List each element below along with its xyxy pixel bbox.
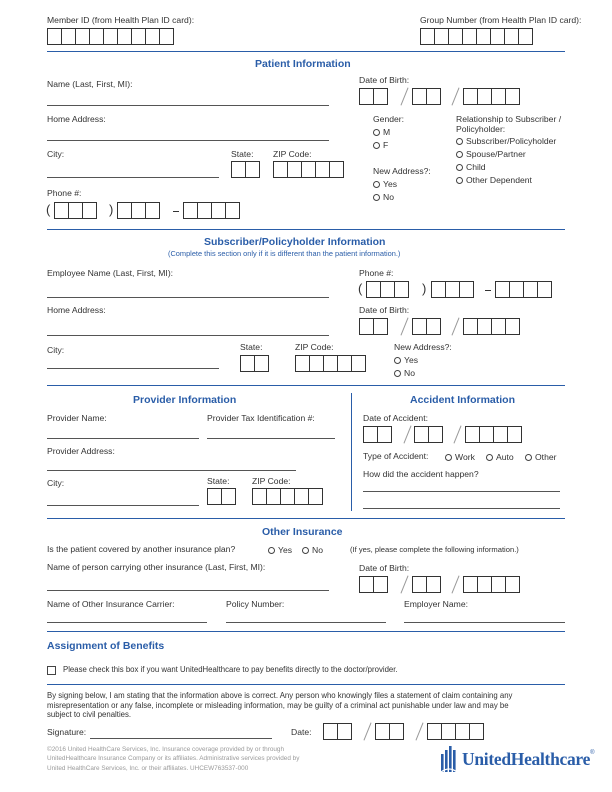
digit-box[interactable] — [459, 281, 474, 298]
accident-how-label: How did the accident happen? — [363, 469, 479, 479]
other-insurance-carrier-label: Name of Other Insurance Carrier: — [47, 599, 175, 609]
digit-box[interactable] — [441, 723, 456, 740]
phone-close-paren: ) — [422, 281, 427, 296]
provider-tax-id-field[interactable] — [207, 438, 335, 439]
patient-dob-year[interactable] — [463, 88, 519, 105]
digit-box[interactable] — [131, 202, 146, 219]
digit-box[interactable] — [509, 281, 524, 298]
assignment-section-title: Assignment of Benefits — [47, 640, 165, 652]
signature-field[interactable] — [90, 738, 272, 739]
digit-box[interactable] — [337, 723, 352, 740]
digit-box[interactable] — [375, 723, 390, 740]
footer-line: ©2016 United HealthCare Services, Inc. Insurance coverage provided by or through — [47, 746, 285, 753]
date-separator — [403, 426, 411, 444]
digit-box[interactable] — [431, 281, 446, 298]
accident-type-label: Type of Accident: — [363, 451, 429, 461]
provider-name-field[interactable] — [47, 438, 199, 439]
digit-box[interactable] — [68, 202, 83, 219]
digit-box[interactable] — [47, 28, 62, 45]
phone-close-paren: ) — [109, 202, 114, 217]
digit-box[interactable] — [518, 28, 533, 45]
accident-date-month[interactable] — [363, 426, 391, 443]
digit-box[interactable] — [131, 28, 146, 45]
other-insurance-person-field[interactable] — [47, 590, 329, 591]
subscriber-phone-label: Phone #: — [359, 268, 394, 278]
provider-zip-field[interactable] — [252, 488, 322, 505]
digit-box[interactable] — [359, 318, 374, 335]
unitedhealthcare-logo — [440, 744, 594, 774]
subscriber-phone-line[interactable] — [495, 281, 551, 298]
digit-box[interactable] — [477, 88, 492, 105]
digit-box[interactable] — [412, 318, 427, 335]
date-separator — [400, 318, 408, 336]
assignment-divider — [47, 684, 565, 685]
digit-box[interactable] — [252, 488, 267, 505]
digit-box[interactable] — [225, 202, 240, 219]
signature-statement-line: misrepresentation or any false, incomplete or misleading information, may be guilty of a criminal act punishable under law and may be — [47, 700, 509, 710]
provider-address-field[interactable] — [47, 470, 296, 471]
other-insurance-dob-label: Date of Birth: — [359, 563, 410, 573]
digit-box[interactable] — [254, 355, 269, 372]
date-separator — [415, 723, 423, 741]
subscriber-new-address-yes-radio[interactable]: Yes — [394, 355, 418, 365]
subscriber-phone-area-code[interactable] — [366, 281, 408, 298]
column-divider — [351, 393, 352, 511]
patient-home-address-label: Home Address: — [47, 114, 106, 124]
patient-phone-line[interactable] — [183, 202, 239, 219]
other-insurance-no-radio[interactable]: No — [302, 545, 323, 555]
date-separator — [453, 426, 461, 444]
date-separator — [451, 318, 459, 336]
digit-box[interactable] — [183, 202, 198, 219]
patient-city-label: City: — [47, 149, 65, 159]
digit-box[interactable] — [394, 281, 409, 298]
digit-box[interactable] — [273, 161, 288, 178]
other-insurance-note: (If yes, please complete the following information.) — [350, 545, 519, 554]
digit-box[interactable] — [359, 576, 374, 593]
patient-gender-label: Gender: — [373, 114, 405, 124]
radio-circle-icon — [525, 454, 532, 461]
assignment-checkbox[interactable] — [47, 666, 56, 675]
digit-box[interactable] — [323, 355, 338, 372]
group-number-label: Group Number (from Health Plan ID card): — [420, 15, 582, 25]
digit-box[interactable] — [491, 318, 506, 335]
digit-box[interactable] — [412, 576, 427, 593]
provider-section-title: Provider Information — [133, 394, 237, 406]
subscriber-home-address-label: Home Address: — [47, 305, 106, 315]
accident-date-label: Date of Accident: — [363, 413, 428, 423]
digit-box[interactable] — [351, 355, 366, 372]
digit-box[interactable] — [337, 355, 352, 372]
digit-box[interactable] — [323, 723, 338, 740]
other-insurance-employer-field[interactable] — [404, 622, 565, 623]
digit-box[interactable] — [428, 426, 443, 443]
digit-box[interactable] — [280, 488, 295, 505]
digit-box[interactable] — [462, 28, 477, 45]
radio-circle-icon — [373, 194, 380, 201]
digit-box[interactable] — [420, 28, 435, 45]
radio-circle-icon — [456, 138, 463, 145]
other-insurance-policy-field[interactable] — [226, 622, 386, 623]
digit-box[interactable] — [505, 318, 520, 335]
digit-box[interactable] — [505, 576, 520, 593]
patient-zip-label: ZIP Code: — [273, 149, 312, 159]
digit-box[interactable] — [75, 28, 90, 45]
other-insurance-yes-radio[interactable]: Yes — [268, 545, 292, 555]
digit-box[interactable] — [308, 488, 323, 505]
digit-box[interactable] — [266, 488, 281, 505]
group-number-field[interactable] — [420, 28, 532, 45]
digit-box[interactable] — [477, 576, 492, 593]
patient-name-field[interactable] — [47, 105, 329, 106]
digit-box[interactable] — [373, 576, 388, 593]
patient-phone-label: Phone #: — [47, 188, 82, 198]
digit-box[interactable] — [427, 723, 442, 740]
digit-box[interactable] — [477, 318, 492, 335]
radio-circle-icon — [268, 547, 275, 554]
digit-box[interactable] — [463, 88, 478, 105]
subscriber-dob-month[interactable] — [359, 318, 387, 335]
radio-circle-icon — [445, 454, 452, 461]
signature-statement-line: By signing below, I am stating that the information above is correct. Any person who knowingly files a statement of claim containing any — [47, 691, 513, 700]
patient-home-address-field[interactable] — [47, 140, 329, 141]
digit-box[interactable] — [54, 202, 69, 219]
subscriber-city-field[interactable] — [47, 368, 219, 369]
logo-text: UnitedHealthcare — [462, 748, 591, 769]
other-insurance-divider — [47, 631, 565, 632]
footer-legal — [47, 745, 299, 773]
accident-how-line-1[interactable] — [363, 491, 560, 492]
patient-state-field[interactable] — [231, 161, 259, 178]
other-insurance-dob-month[interactable] — [359, 576, 387, 593]
digit-box[interactable] — [103, 28, 118, 45]
patient-new-address-yes-radio[interactable]: Yes — [373, 179, 397, 189]
accident-section-title: Accident Information — [410, 394, 516, 406]
subscriber-home-address-field[interactable] — [47, 335, 329, 336]
radio-circle-icon — [456, 177, 463, 184]
other-insurance-dob-year[interactable] — [463, 576, 519, 593]
digit-box[interactable] — [295, 355, 310, 372]
employee-name-label: Employee Name (Last, First, MI): — [47, 268, 174, 278]
patient-dob-label: Date of Birth: — [359, 75, 410, 85]
patient-phone-area-code[interactable] — [54, 202, 96, 219]
digit-box[interactable] — [448, 28, 463, 45]
digit-box[interactable] — [117, 202, 132, 219]
subscriber-zip-label: ZIP Code: — [295, 342, 334, 352]
digit-box[interactable] — [523, 281, 538, 298]
radio-circle-icon — [302, 547, 309, 554]
other-insurance-person-label: Name of person carrying other insurance (Last, First, MI): — [47, 562, 266, 572]
digit-box[interactable] — [309, 355, 324, 372]
subscriber-state-label: State: — [240, 342, 263, 352]
patient-new-address-no-radio[interactable]: No — [373, 192, 394, 202]
provider-state-label: State: — [207, 476, 230, 486]
accident-how-line-2[interactable] — [363, 508, 560, 509]
other-insurance-question: Is the patient covered by another insurance plan? — [47, 544, 236, 554]
relationship-label-line1: Relationship to Subscriber / — [456, 114, 562, 124]
provider-address-label: Provider Address: — [47, 446, 115, 456]
subscriber-dob-year[interactable] — [463, 318, 519, 335]
gender-female-radio[interactable]: F — [373, 140, 388, 150]
digit-box[interactable] — [145, 28, 160, 45]
subscriber-zip-field[interactable] — [295, 355, 365, 372]
digit-box[interactable] — [389, 723, 404, 740]
subscriber-divider — [47, 385, 565, 386]
date-separator — [451, 88, 459, 106]
digit-box[interactable] — [373, 88, 388, 105]
digit-box[interactable] — [434, 28, 449, 45]
radio-circle-icon — [394, 357, 401, 364]
subscriber-phone-prefix[interactable] — [431, 281, 473, 298]
footer-line: UnitedHealthcare Insurance Company or its affiliates. Administrative services provided by — [47, 755, 300, 763]
provider-zip-label: ZIP Code: — [252, 476, 291, 486]
digit-box[interactable] — [231, 161, 246, 178]
radio-circle-icon — [456, 164, 463, 171]
digit-box[interactable] — [240, 355, 255, 372]
digit-box[interactable] — [491, 576, 506, 593]
patient-city-field[interactable] — [47, 177, 219, 178]
accident-date-day[interactable] — [414, 426, 442, 443]
subscriber-state-field[interactable] — [240, 355, 268, 372]
phone-dash — [485, 290, 491, 291]
digit-box[interactable] — [414, 426, 429, 443]
digit-box[interactable] — [505, 88, 520, 105]
provider-divider — [47, 518, 565, 519]
digit-box[interactable] — [507, 426, 522, 443]
other-insurance-section-title: Other Insurance — [262, 526, 343, 538]
digit-box[interactable] — [211, 202, 226, 219]
relationship-subscriber-radio[interactable]: Subscriber/Policyholder — [456, 136, 556, 146]
registered-mark: ® — [590, 750, 595, 756]
digit-box[interactable] — [117, 28, 132, 45]
digit-box[interactable] — [455, 723, 470, 740]
digit-box[interactable] — [476, 28, 491, 45]
patient-name-label: Name (Last, First, MI): — [47, 79, 133, 89]
radio-circle-icon — [373, 129, 380, 136]
digit-box[interactable] — [463, 576, 478, 593]
member-id-field[interactable] — [47, 28, 173, 45]
radio-circle-icon — [373, 181, 380, 188]
digit-box[interactable] — [445, 281, 460, 298]
provider-city-field[interactable] — [47, 505, 199, 506]
digit-box[interactable] — [315, 161, 330, 178]
other-insurance-policy-label: Policy Number: — [226, 599, 285, 609]
patient-section-title: Patient Information — [255, 58, 351, 70]
subscriber-section-subtitle: (Complete this section only if it is different than the patient information.) — [168, 249, 401, 258]
subscriber-dob-label: Date of Birth: — [359, 305, 410, 315]
digit-box[interactable] — [504, 28, 519, 45]
provider-tax-id-label: Provider Tax Identification #: — [207, 413, 315, 423]
relationship-child-radio[interactable]: Child — [456, 162, 486, 172]
signature-date-month[interactable] — [323, 723, 351, 740]
digit-box[interactable] — [301, 161, 316, 178]
footer-line: United HealthCare Services, Inc. or their affiliates. UHCEW763537-000 — [47, 764, 249, 772]
accident-type-work-radio[interactable]: Work — [445, 452, 475, 462]
digit-box[interactable] — [245, 161, 260, 178]
relationship-label-line2: Policyholder: — [456, 124, 506, 134]
other-insurance-dob-day[interactable] — [412, 576, 440, 593]
phone-open-paren: ( — [46, 202, 51, 217]
patient-state-label: State: — [231, 149, 254, 159]
accident-type-auto-radio[interactable]: Auto — [486, 452, 514, 462]
date-separator — [400, 576, 408, 594]
patient-zip-field[interactable] — [273, 161, 343, 178]
gender-male-radio[interactable]: M — [373, 127, 390, 137]
subscriber-city-label: City: — [47, 345, 65, 355]
digit-box[interactable] — [491, 88, 506, 105]
assignment-checkbox-label: Please check this box if you want UnitedHealthcare to pay benefits directly to the doctor/provider. — [63, 665, 398, 674]
provider-state-field[interactable] — [207, 488, 235, 505]
subscriber-new-address-label: New Address?: — [394, 342, 452, 352]
accident-date-year[interactable] — [465, 426, 521, 443]
digit-box[interactable] — [479, 426, 494, 443]
digit-box[interactable] — [221, 488, 236, 505]
digit-box[interactable] — [412, 88, 427, 105]
digit-box[interactable] — [495, 281, 510, 298]
digit-box[interactable] — [373, 318, 388, 335]
accident-type-other-radio[interactable]: Other — [525, 452, 557, 462]
header-divider — [47, 51, 565, 52]
patient-divider — [47, 229, 565, 230]
digit-box[interactable] — [207, 488, 222, 505]
patient-new-address-label: New Address?: — [373, 166, 431, 176]
subscriber-new-address-no-radio[interactable]: No — [394, 368, 415, 378]
digit-box[interactable] — [145, 202, 160, 219]
patient-phone-prefix[interactable] — [117, 202, 159, 219]
member-id-label: Member ID (from Health Plan ID card): — [47, 15, 195, 25]
digit-box[interactable] — [287, 161, 302, 178]
phone-open-paren: ( — [358, 281, 363, 296]
digit-box[interactable] — [426, 318, 441, 335]
signature-label: Signature: — [47, 727, 87, 737]
digit-box[interactable] — [537, 281, 552, 298]
date-separator — [451, 576, 459, 594]
digit-box[interactable] — [159, 28, 174, 45]
signature-date-label: Date: — [291, 727, 312, 737]
other-insurance-employer-label: Employer Name: — [404, 599, 468, 609]
relationship-other-radio[interactable]: Other Dependent — [456, 175, 532, 185]
subscriber-dob-day[interactable] — [412, 318, 440, 335]
radio-circle-icon — [486, 454, 493, 461]
phone-dash — [173, 211, 179, 212]
radio-circle-icon — [373, 142, 380, 149]
signature-date-year[interactable] — [427, 723, 483, 740]
patient-dob-month[interactable] — [359, 88, 387, 105]
relationship-spouse-radio[interactable]: Spouse/Partner — [456, 149, 526, 159]
digit-box[interactable] — [380, 281, 395, 298]
signature-statement — [47, 691, 512, 720]
digit-box[interactable] — [82, 202, 97, 219]
digit-box[interactable] — [329, 161, 344, 178]
provider-city-label: City: — [47, 478, 65, 488]
digit-box[interactable] — [493, 426, 508, 443]
radio-circle-icon — [394, 370, 401, 377]
radio-circle-icon — [456, 151, 463, 158]
digit-box[interactable] — [377, 426, 392, 443]
digit-box[interactable] — [359, 88, 374, 105]
date-separator — [363, 723, 371, 741]
digit-box[interactable] — [366, 281, 381, 298]
digit-box[interactable] — [426, 88, 441, 105]
patient-dob-day[interactable] — [412, 88, 440, 105]
digit-box[interactable] — [294, 488, 309, 505]
other-insurance-carrier-field[interactable] — [47, 622, 207, 623]
digit-box[interactable] — [89, 28, 104, 45]
digit-box[interactable] — [463, 318, 478, 335]
digit-box[interactable] — [363, 426, 378, 443]
subscriber-section-title: Subscriber/Policyholder Information — [204, 236, 386, 248]
date-separator — [400, 88, 408, 106]
logo-mark-icon — [440, 744, 460, 774]
provider-name-label: Provider Name: — [47, 413, 107, 423]
digit-box[interactable] — [197, 202, 212, 219]
signature-date-day[interactable] — [375, 723, 403, 740]
employee-name-field[interactable] — [47, 297, 329, 298]
digit-box[interactable] — [469, 723, 484, 740]
digit-box[interactable] — [61, 28, 76, 45]
digit-box[interactable] — [426, 576, 441, 593]
digit-box[interactable] — [465, 426, 480, 443]
digit-box[interactable] — [490, 28, 505, 45]
signature-statement-line: subject to civil penalties. — [47, 710, 132, 720]
